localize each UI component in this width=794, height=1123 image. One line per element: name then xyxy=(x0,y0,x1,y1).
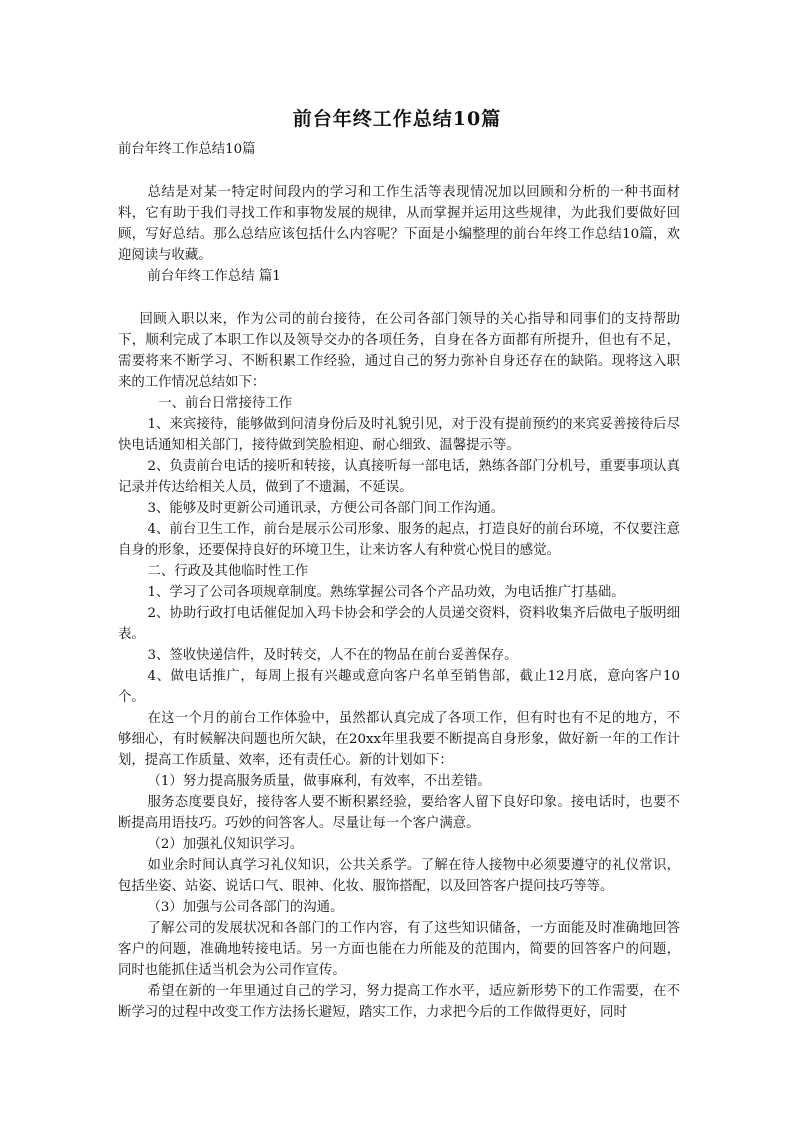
plan-item-2-text: 如业余时间认真学习礼仪知识，公共关系学。了解在待人接物中必须要遵守的礼仪常识，包括坐姿、站姿、说话口气、眼神、化妆、服饰搭配，以及回答客户提问技巧等等。 xyxy=(118,858,680,894)
section1-item-1: 1、来宾接待，能够做到问清身份后及时礼貌引见，对于没有提前预约的来宾妥善接待后尽快电话通知相关部门，接待做到笑脸相迎、耐心细致、温馨提示等。 xyxy=(118,417,680,453)
section-heading-1: 一、前台日常接待工作 xyxy=(158,396,293,411)
part-heading: 前台年终工作总结 篇1 xyxy=(147,269,281,284)
section1-item-3: 3、能够及时更新公司通讯录，方便公司各部门间工作沟通。 xyxy=(147,501,505,516)
section2-item-1: 1、学习了公司各项规章制度。熟练掌握公司各个产品功效，为电话推广打基础。 xyxy=(147,585,625,600)
section1-item-2: 2、负责前台电话的接听和转接，认真接听每一部电话，熟练各部门分机号，重要事项认真记录并传达给相关人员，做到了不遗漏，不延误。 xyxy=(118,459,680,495)
section2-item-2: 2、协助行政打电话催促加入玛卡协会和学会的人员递交资料，资料收集齐后做电子版明细表。 xyxy=(118,606,680,642)
document-title: 前台年终工作总结10篇 xyxy=(292,108,502,130)
month-summary-paragraph: 在这一个月的前台工作体验中，虽然都认真完成了各项工作，但有时也有不足的地方，不够细心，有时候解决问题也所欠缺，在20xx年里我要不断提高自身形象，做好新一年的工作计划，提高工作质量、效率，还有责任心。新的计划如下： xyxy=(118,711,680,768)
plan-item-3-text: 了解公司的发展状况和各部门的工作内容，有了这些知识储备，一方面能及时准确地回答客户的问题，准确地转接电话。另一方面也能在力所能及的范围内，简要的回答客户的问题，同时也能抓住适当机会为公司作宣传。 xyxy=(118,921,680,978)
hope-paragraph: 希望在新的一年里通过自己的学习，努力提高工作水平，适应新形势下的工作需要，在不断学习的过程中改变工作方法扬长避短，踏实工作，力求把今后的工作做得更好，同时 xyxy=(118,984,680,1020)
document-body xyxy=(118,139,680,1023)
section1-item-4: 4、前台卫生工作，前台是展示公司形象、服务的起点，打造良好的前台环境，不仅要注意自身的形象，还要保持良好的环境卫生，让来访客人有种赏心悦目的感觉。 xyxy=(118,522,680,558)
document-subtitle: 前台年终工作总结10篇 xyxy=(118,142,256,157)
intro-paragraph: 总结是对某一特定时间段内的学习和工作生活等表现情况加以回顾和分析的一种书面材料，它有助于我们寻找工作和事物发展的规律，从而掌握并运用这些规律，为此我们要做好回顾，写好总结。那么总结应该包括什么内容呢？下面是小编整理的前台年终工作总结10篇，欢迎阅读与收藏。 xyxy=(118,185,680,263)
review-paragraph: 回顾入职以来，作为公司的前台接待，在公司各部门领导的关心指导和同事们的支持帮助下，顺利完成了本职工作以及领导交办的各项任务，自身在各方面都有所提升，但也有不足，需要将来不断学习、不断积累工作经验，通过自己的努力弥补自身还存在的缺陷。现将这入职来的工作情况总结如下： xyxy=(118,312,680,390)
section-heading-2: 二、行政及其他临时性工作 xyxy=(147,564,309,579)
plan-item-1: （1）努力提高服务质量，做事麻利，有效率，不出差错。 xyxy=(147,774,491,789)
section2-item-4: 4、做电话推广，每周上报有兴趣或意向客户名单至销售部，截止12月底，意向客户10个。 xyxy=(118,669,680,705)
plan-item-3: （3）加强与公司各部门的沟通。 xyxy=(147,900,344,915)
plan-item-1-text: 服务态度要良好，接待客人要不断积累经验，要给客人留下良好印象。接电话时，也要不断提高用语技巧。巧妙的问答客人。尽量让每一个客户满意。 xyxy=(118,795,680,831)
plan-item-2: （2）加强礼仪知识学习。 xyxy=(147,837,304,852)
section2-item-3: 3、签收快递信件，及时转交，人不在的物品在前台妥善保存。 xyxy=(147,648,518,663)
